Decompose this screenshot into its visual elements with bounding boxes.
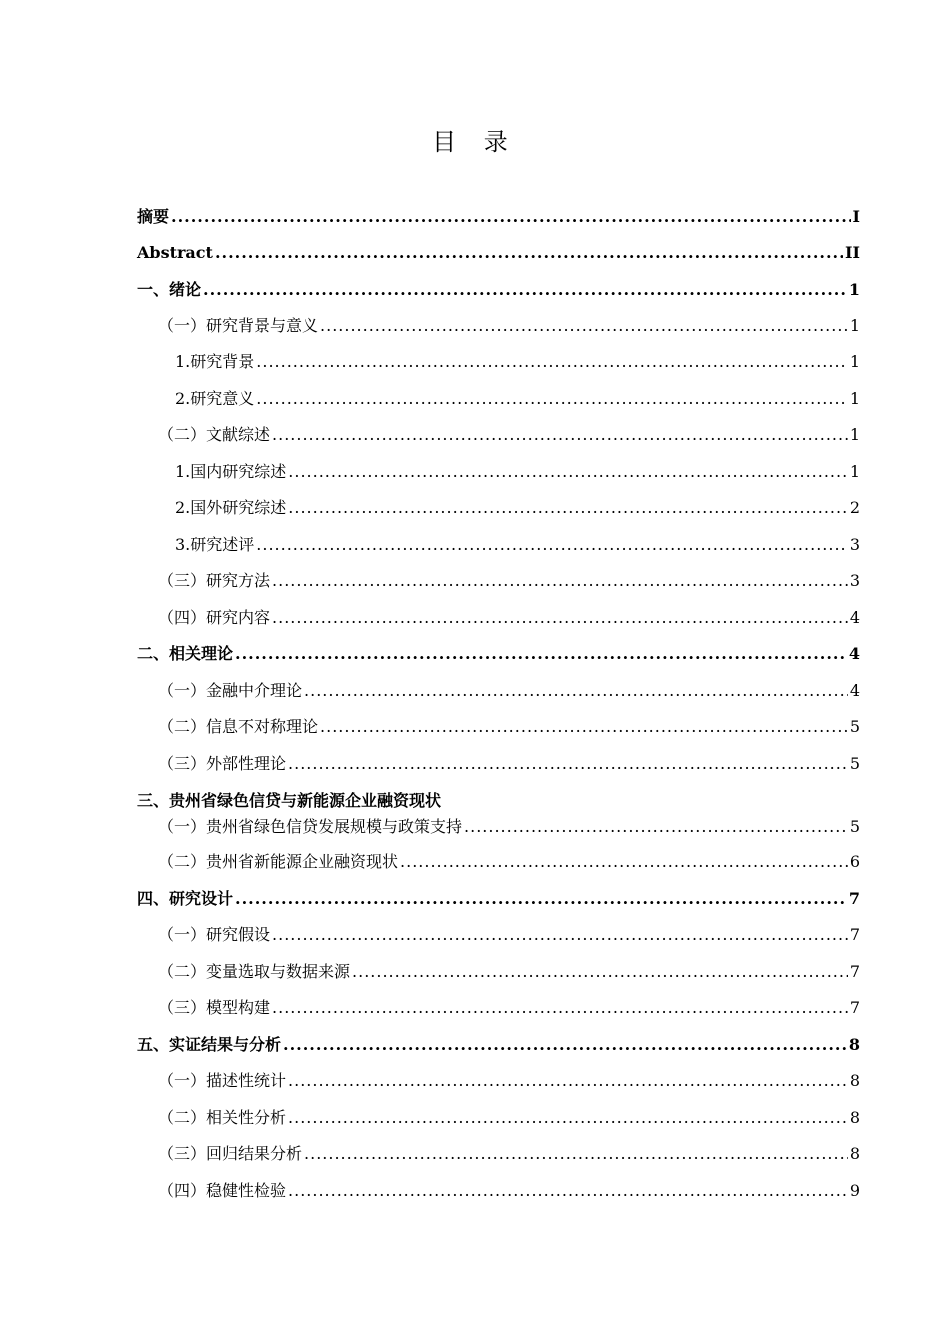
dot-leader (256, 389, 848, 409)
dot-leader (272, 608, 848, 628)
toc-entry-label: （二）文献综述 (158, 425, 271, 444)
dot-leader (203, 280, 847, 300)
toc-entry-label: 2.研究意义 (175, 389, 255, 408)
toc-entry-label: 一、绪论 (137, 280, 202, 299)
dot-leader (272, 925, 848, 945)
toc-entry[interactable] (175, 494, 860, 518)
dot-leader (256, 352, 848, 372)
toc-entry-label: 摘要 (137, 207, 170, 226)
toc-page-number: II (845, 243, 860, 262)
toc-entry-label: （二）相关性分析 (158, 1108, 287, 1127)
toc-entry[interactable] (158, 813, 860, 837)
toc-entry-label: （三）研究方法 (158, 571, 271, 590)
toc-entry[interactable] (175, 458, 860, 482)
dot-leader (272, 998, 848, 1018)
toc-entry[interactable] (158, 1177, 860, 1201)
toc-heading: 三、贵州省绿色信贷与新能源企业融资现状 (137, 791, 442, 810)
toc-page-number: 8 (849, 1071, 860, 1090)
toc-entry[interactable] (158, 958, 860, 982)
toc-entry[interactable] (158, 567, 860, 591)
dot-leader (171, 207, 851, 227)
toc-entry[interactable] (158, 1067, 860, 1091)
dot-leader (235, 889, 847, 909)
dot-leader (352, 962, 848, 982)
toc-entry-label: 1.研究背景 (175, 352, 255, 371)
dot-leader (464, 817, 848, 837)
dot-leader (235, 644, 847, 664)
dot-leader (283, 1035, 847, 1055)
page-title: 目 录 (432, 128, 518, 156)
toc-page-number: I (852, 207, 860, 226)
dot-leader (288, 1181, 848, 1201)
dot-leader (215, 243, 843, 263)
toc-page-number: 3 (849, 571, 860, 590)
toc-page-number: 9 (849, 1181, 860, 1200)
toc-entry[interactable] (175, 348, 860, 372)
dot-leader (256, 535, 848, 555)
dot-leader (288, 1071, 848, 1091)
toc-page-number: 4 (849, 681, 860, 700)
dot-leader (272, 571, 848, 591)
toc-page-number: 6 (849, 852, 860, 871)
dot-leader (288, 462, 848, 482)
toc-entry[interactable] (137, 885, 860, 909)
toc-entry-label: 2.国外研究综述 (175, 498, 287, 517)
toc-entry[interactable] (158, 713, 860, 737)
toc-entry-label: 1.国内研究综述 (175, 462, 287, 481)
toc-entry-label: （三）回归结果分析 (158, 1144, 303, 1163)
toc-page-number: 4 (848, 644, 860, 663)
dot-leader (288, 1108, 848, 1128)
toc-entry-label: （四）研究内容 (158, 608, 271, 627)
toc-entry-label: （一）研究假设 (158, 925, 271, 944)
toc-entry-label: （一）贵州省绿色信贷发展规模与政策支持 (158, 817, 463, 836)
toc-entry[interactable] (137, 1031, 860, 1055)
dot-leader (304, 681, 848, 701)
toc-entry-label: （一）金融中介理论 (158, 681, 303, 700)
toc-page-number: 7 (848, 889, 860, 908)
toc-entry-label: （二）变量选取与数据来源 (158, 962, 351, 981)
toc-entry-label: 3.研究述评 (175, 535, 255, 554)
toc-page-number: 7 (849, 998, 860, 1017)
toc-page-number: 5 (849, 817, 860, 836)
dot-leader (288, 754, 848, 774)
toc-entry[interactable] (158, 604, 860, 628)
toc-entry-label: Abstract (137, 243, 213, 262)
toc-entry[interactable] (175, 531, 860, 555)
toc-entry-label: 五、实证结果与分析 (137, 1035, 282, 1054)
toc-entry-label: （三）模型构建 (158, 998, 271, 1017)
toc-page-number: 8 (849, 1144, 860, 1163)
toc-entry[interactable] (137, 640, 860, 664)
dot-leader (304, 1144, 848, 1164)
toc-page-number: 1 (849, 425, 860, 444)
toc-entry[interactable] (137, 239, 860, 263)
toc-entry[interactable] (137, 203, 860, 227)
toc-page-number: 4 (849, 608, 860, 627)
toc-entry-label: （一）研究背景与意义 (158, 316, 319, 335)
toc-entry-label: （三）外部性理论 (158, 754, 287, 773)
toc-page-number: 1 (849, 389, 860, 408)
toc-entry[interactable] (158, 1140, 860, 1164)
toc-page-number: 1 (849, 352, 860, 371)
dot-leader (272, 425, 848, 445)
toc-entry[interactable] (158, 921, 860, 945)
dot-leader (320, 717, 848, 737)
toc-entry[interactable] (158, 312, 860, 336)
toc-entry[interactable] (137, 276, 860, 300)
toc-entry[interactable] (158, 421, 860, 445)
toc-page-number: 1 (849, 462, 860, 481)
toc-entry-label: 二、相关理论 (137, 644, 234, 663)
toc-page-number: 1 (848, 280, 860, 299)
dot-leader (320, 316, 848, 336)
toc-page-number: 7 (849, 925, 860, 944)
dot-leader (400, 852, 848, 872)
toc-page-number: 8 (848, 1035, 860, 1054)
toc-page-number: 5 (849, 754, 860, 773)
toc-entry-label: （二）信息不对称理论 (158, 717, 319, 736)
toc-page-number: 8 (849, 1108, 860, 1127)
toc-entry-label: （四）稳健性检验 (158, 1181, 287, 1200)
toc-page-number: 7 (849, 962, 860, 981)
toc-entry[interactable] (158, 1104, 860, 1128)
toc-entry[interactable] (158, 994, 860, 1018)
toc-page-number: 5 (849, 717, 860, 736)
toc-entry[interactable] (158, 677, 860, 701)
toc-page-number: 2 (849, 498, 860, 517)
toc-page-number: 1 (849, 316, 860, 335)
toc-entry[interactable] (158, 750, 860, 774)
toc-entry[interactable] (175, 385, 860, 409)
toc-entry-label: （一）描述性统计 (158, 1071, 287, 1090)
toc-entry-label: 四、研究设计 (137, 889, 234, 908)
dot-leader (288, 498, 848, 518)
toc-page-number: 3 (849, 535, 860, 554)
toc-entry-label: （二）贵州省新能源企业融资现状 (158, 852, 399, 871)
toc-entry[interactable] (158, 848, 860, 872)
